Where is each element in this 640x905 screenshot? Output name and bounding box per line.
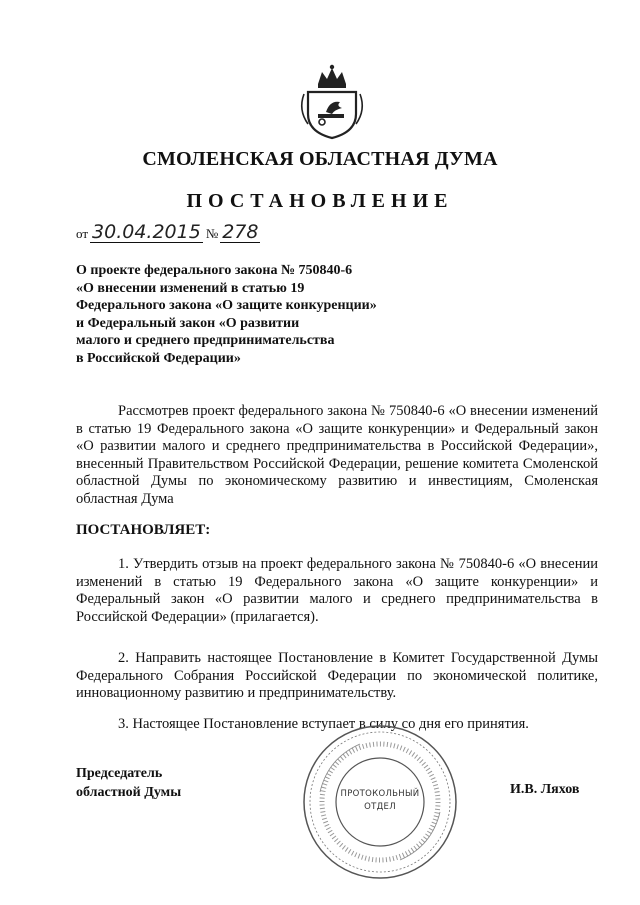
decree-item-2: 2. Направить настоящее Постановление в Комитет Государственной Думы Федерального Собрания Российской Федерации по экономической политике, инновационному развитию и предпринимательству. <box>76 650 598 702</box>
seal-inner-text <box>338 788 422 814</box>
document-subject <box>76 262 436 368</box>
date-number-line <box>76 222 263 243</box>
position-line: областной Думы <box>76 785 182 800</box>
decree-item-1: 1. Утвердить отзыв на проект федерального закона № 750840-6 «О внесении изменений в статью 19 Федерального закона «О защите конкуренции» и Федеральный закон «О развитии малого и среднего предпринимательства в Российской Федерации» (прилагается). <box>76 556 598 625</box>
subject-line: малого и среднего предпринимательства <box>76 333 335 349</box>
decree-heading: ПОСТАНОВЛЯЕТ: <box>76 522 211 538</box>
document-number: 278 <box>222 221 259 243</box>
position-line: Председатель <box>76 766 163 781</box>
intro-paragraph: Рассмотрев проект федерального закона № 750840-6 «О внесении изменений в статью 19 Федерального закона «О защите конкуренции» и Федеральный закон «О развитии малого и среднего предпринимательства в Российской Федерации», внесенный Правительством Российской Федерации, решение комитета Смоленской областной Думы по экономическому развитию и инвестициям, Смоленская областная Дума <box>76 403 598 507</box>
decree-item-3: 3. Настоящее Постановление вступает в силу со дня его принятия. <box>118 716 529 732</box>
subject-line: в Российской Федерации» <box>76 350 241 366</box>
date-prefix-label: от <box>76 226 89 241</box>
subject-line: и Федеральный закон «О развитии <box>76 315 300 331</box>
subject-line: Федерального закона «О защите конкуренции» <box>76 298 377 314</box>
coat-of-arms-emblem <box>296 62 368 140</box>
document-type: ПОСТАНОВЛЕНИЕ <box>186 190 454 212</box>
seal-line: ОТДЕЛ <box>364 802 396 812</box>
signatory-name: И.В. Ляхов <box>510 782 580 797</box>
number-label: № <box>205 226 219 241</box>
seal-line: ПРОТОКОЛЬНЫЙ <box>340 789 420 799</box>
signatory-position <box>76 764 181 802</box>
organization-name: СМОЛЕНСКАЯ ОБЛАСТНАЯ ДУМА <box>142 148 498 170</box>
subject-line: «О внесении изменений в статью 19 <box>76 280 305 296</box>
subject-line: О проекте федерального закона № 750840-6 <box>76 263 353 278</box>
document-date: 30.04.2015 <box>92 221 201 243</box>
